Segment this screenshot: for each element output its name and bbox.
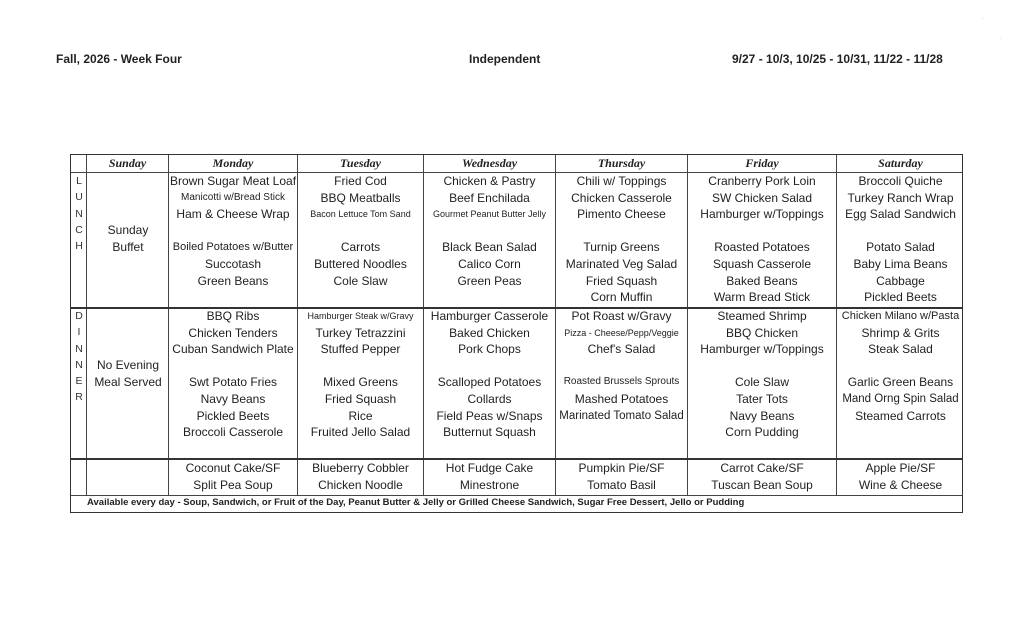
dinner-wednesday — [424, 308, 555, 441]
menu-item: Fried Cod — [334, 174, 387, 188]
menu-item: BBQ Meatballs — [320, 190, 401, 205]
menu-item: Pork Chops — [458, 342, 521, 357]
menu-item: Fried Squash — [324, 391, 397, 406]
menu-item: Cole Slaw — [333, 273, 388, 288]
menu-item: Cabbage — [876, 273, 925, 288]
daily-availability-note: Available every day - Soup, Sandwich, or Fruit of the Day, Peanut Butter & Jelly or Grilled Cheese Sandwich, Sugar Free Dessert, Jello or Pudding — [87, 497, 745, 508]
menu-item: Ham & Cheese Wrap — [176, 207, 290, 222]
menu-item: Collards — [467, 391, 512, 406]
side-letter: L — [76, 175, 82, 187]
menu-item: Marinated Tomato Salad — [559, 409, 684, 422]
menu-item: Green Peas — [457, 273, 522, 288]
menu-item: Hamburger Casserole — [430, 309, 549, 323]
menu-item: Marinated Veg Salad — [565, 256, 678, 271]
menu-item: Carrots — [340, 240, 381, 255]
menu-item: Cranberry Pork Loin — [708, 174, 816, 188]
menu-item: Fried Squash — [585, 273, 658, 288]
menu-item: Navy Beans — [200, 391, 266, 406]
dinner-thursday — [556, 308, 687, 424]
menu-item: Minestrone — [459, 477, 520, 492]
menu-item: Tomato Basil — [587, 477, 656, 492]
lunch-saturday — [837, 173, 964, 306]
side-letter: C — [75, 223, 83, 236]
dessert-friday — [688, 460, 836, 493]
menu-item — [424, 358, 555, 375]
menu-item: Chicken Noodle — [318, 477, 403, 492]
menu-item: Pizza - Cheese/Pepp/Veggie — [564, 327, 679, 338]
menu-item: Mashed Potatoes — [574, 391, 669, 406]
menu-item: Green Beans — [197, 273, 269, 288]
menu-item — [298, 223, 423, 240]
lunch-side-label — [71, 173, 87, 254]
menu-item: Succotash — [204, 256, 262, 271]
menu-item: Broccoli Quiche — [858, 174, 943, 188]
menu-item: Roasted Potatoes — [714, 240, 810, 255]
side-letter: I — [77, 326, 81, 339]
day-header-friday: Friday — [745, 156, 779, 170]
menu-item: Carrot Cake/SF — [720, 461, 804, 475]
menu-item — [169, 223, 297, 240]
menu-item: Hamburger w/Toppings — [700, 207, 824, 222]
menu-item: Steamed Carrots — [855, 408, 946, 423]
dinner-monday — [169, 308, 297, 441]
menu-item: Pimento Cheese — [577, 207, 666, 222]
menu-item: Shrimp & Grits — [861, 325, 940, 340]
menu-item: Hamburger w/Toppings — [700, 342, 824, 357]
menu-item: Navy Beans — [729, 408, 795, 423]
dinner-tuesday — [298, 308, 423, 441]
menu-item: Wine & Cheese — [858, 477, 943, 492]
menu-item: Stuffed Pepper — [320, 342, 401, 357]
menu-item — [556, 223, 687, 240]
menu-item: Split Pea Soup — [193, 477, 273, 492]
lunch-tuesday — [298, 173, 423, 289]
menu-item: Baked Chicken — [449, 325, 530, 340]
menu-item: Gourmet Peanut Butter Jelly — [432, 209, 547, 220]
sunday-lunch-note — [87, 222, 169, 256]
menu-item: Turnip Greens — [583, 240, 660, 255]
menu-item: Pickled Beets — [196, 408, 270, 423]
dinner-saturday — [837, 308, 964, 424]
dessert-saturday — [837, 460, 964, 493]
menu-item: Chicken Milano w/Pasta — [841, 310, 960, 322]
footer-divider — [71, 495, 962, 496]
menu-item: Apple Pie/SF — [865, 461, 936, 475]
menu-item: Fruited Jello Salad — [310, 425, 411, 440]
menu-item: Pickled Beets — [864, 290, 937, 305]
menu-item: Pot Roast w/Gravy — [571, 309, 672, 323]
menu-item: Coconut Cake/SF — [185, 461, 281, 475]
menu-item: Steak Salad — [868, 342, 933, 357]
lunch-monday — [169, 173, 297, 289]
menu-item: Scalloped Potatoes — [437, 375, 542, 390]
side-letter: R — [75, 391, 83, 404]
menu-item: Cuban Sandwich Plate — [172, 342, 294, 357]
menu-item: Field Peas w/Snaps — [436, 408, 543, 423]
menu-date-ranges: 9/27 - 10/3, 10/25 - 10/31, 11/22 - 11/28 — [732, 52, 943, 66]
lunch-thursday — [556, 173, 687, 306]
menu-item: Black Bean Salad — [442, 240, 537, 255]
note-line: No Evening — [96, 358, 160, 372]
day-header-sunday: Sunday — [108, 156, 147, 170]
menu-item: BBQ Chicken — [725, 325, 799, 340]
menu-item: Beef Enchilada — [449, 190, 530, 205]
menu-item — [169, 358, 297, 375]
menu-item: Butternut Squash — [443, 425, 536, 440]
menu-item — [837, 223, 964, 240]
day-header-monday: Monday — [212, 156, 254, 170]
menu-item — [688, 358, 836, 375]
day-header-thursday: Thursday — [597, 156, 646, 170]
scan-speck: · — [982, 16, 984, 22]
menu-item: Chicken Casserole — [571, 190, 672, 205]
dinner-side-label — [71, 308, 87, 406]
menu-item — [424, 223, 555, 240]
side-letter: U — [75, 191, 83, 204]
note-line: Buffet — [112, 240, 144, 254]
menu-item: Buttered Noodles — [314, 256, 407, 271]
menu-item: Manicotti w/Bread Stick — [181, 191, 285, 203]
dessert-wednesday — [424, 460, 555, 493]
menu-category: Independent — [469, 52, 541, 66]
menu-item: Baked Beans — [726, 273, 798, 288]
menu-item — [298, 358, 423, 375]
menu-item: Chicken & Pastry — [443, 174, 536, 188]
menu-item: Boiled Potatoes w/Butter — [172, 241, 294, 254]
menu-item — [688, 223, 836, 240]
menu-item: SW Chicken Salad — [711, 190, 813, 205]
menu-item: Turkey Tetrazzini — [315, 325, 406, 340]
dessert-monday — [169, 460, 297, 493]
menu-item: Garlic Green Beans — [847, 375, 954, 390]
menu-item: Cole Slaw — [734, 375, 790, 390]
menu-item: Hot Fudge Cake — [445, 461, 534, 475]
dinner-friday — [688, 308, 836, 441]
menu-item: Blueberry Cobbler — [312, 461, 409, 475]
menu-item: Broccoli Casserole — [182, 425, 284, 440]
menu-item: Corn Pudding — [725, 425, 799, 440]
menu-item: Roasted Brussels Sprouts — [563, 376, 680, 388]
menu-item: Pumpkin Pie/SF — [578, 461, 665, 475]
menu-item: Tuscan Bean Soup — [711, 477, 813, 492]
menu-item: Squash Casserole — [712, 256, 812, 271]
menu-item — [837, 358, 964, 375]
side-letter: N — [75, 342, 83, 355]
menu-item: Turkey Ranch Wrap — [847, 190, 954, 205]
menu-item: Chef's Salad — [587, 342, 656, 357]
menu-item — [556, 358, 687, 375]
menu-item: Chili w/ Toppings — [576, 174, 667, 188]
day-header-tuesday: Tuesday — [340, 156, 381, 170]
side-letter: E — [75, 375, 83, 388]
weekly-menu-table — [70, 154, 963, 513]
menu-item: Potato Salad — [866, 240, 935, 255]
side-letter: H — [75, 240, 83, 253]
lunch-friday — [688, 173, 836, 306]
scan-speck: · — [1000, 36, 1002, 42]
menu-item: Swt Potato Fries — [188, 375, 278, 390]
menu-item: Corn Muffin — [590, 290, 653, 305]
menu-item: Mixed Greens — [323, 375, 398, 390]
note-line: Sunday — [107, 223, 149, 237]
lunch-wednesday — [424, 173, 555, 289]
dessert-thursday — [556, 460, 687, 493]
menu-item: Rice — [348, 408, 373, 423]
menu-item: Steamed Shrimp — [717, 309, 807, 323]
menu-item: Hamburger Steak w/Gravy — [307, 311, 414, 321]
menu-item: Warm Bread Stick — [713, 290, 811, 305]
menu-item: Baby Lima Beans — [853, 256, 948, 271]
day-header-saturday: Saturday — [878, 156, 923, 170]
note-line: Meal Served — [94, 375, 162, 389]
menu-item: Calico Corn — [458, 256, 521, 271]
menu-item: BBQ Ribs — [206, 309, 260, 323]
side-letter: N — [75, 207, 83, 220]
menu-item: Egg Salad Sandwich — [845, 207, 956, 222]
side-letter: N — [75, 358, 83, 371]
dessert-tuesday — [298, 460, 423, 493]
menu-item: Mand Orng Spin Salad — [842, 392, 959, 405]
side-letter: D — [75, 310, 83, 322]
menu-item: Chicken Tenders — [188, 325, 278, 340]
menu-title: Fall, 2026 - Week Four — [56, 52, 182, 66]
menu-item: Bacon Lettuce Tom Sand — [310, 209, 411, 220]
menu-item: Brown Sugar Meat Loaf — [169, 174, 297, 188]
day-header-wednesday: Wednesday — [461, 156, 518, 170]
menu-item: Tater Tots — [736, 391, 788, 406]
sunday-dinner-note — [87, 357, 169, 391]
